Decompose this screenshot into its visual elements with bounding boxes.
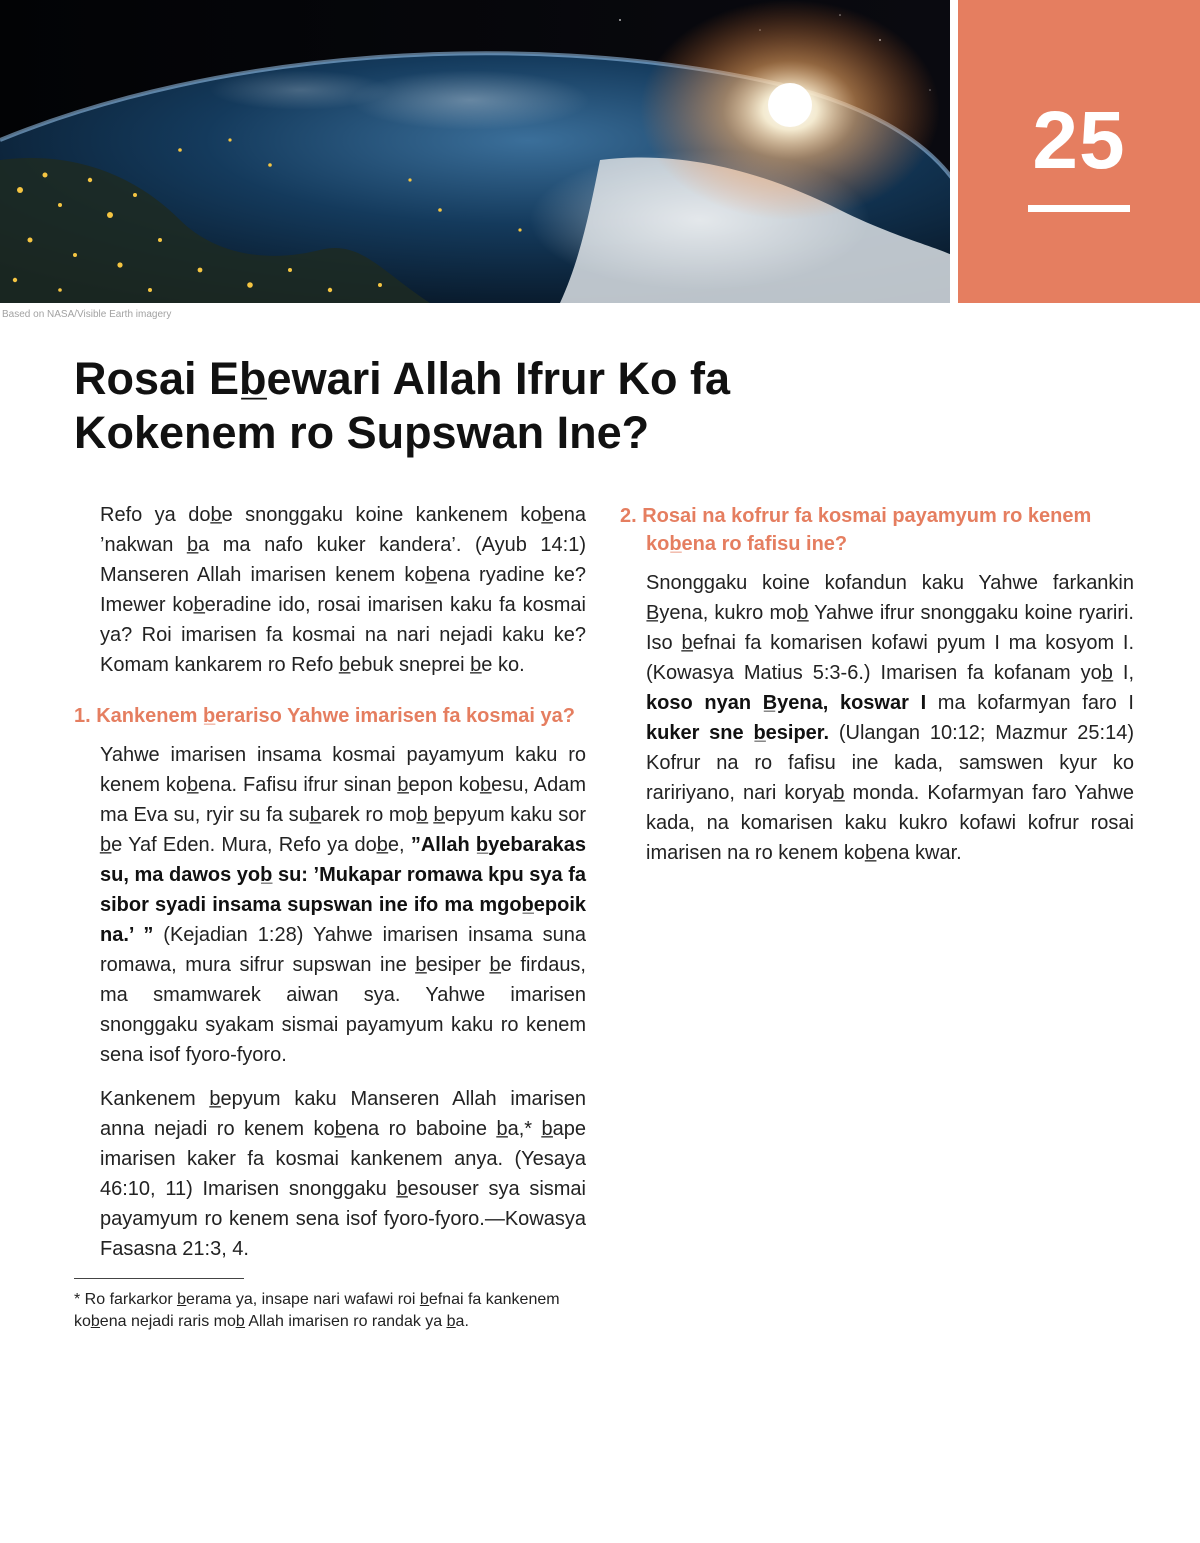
earth-from-space-image [0,0,950,303]
intro-paragraph: Refo ya dob̲e snonggaku koine kankenem kob̲ena ’nakwan b̲a ma nafo kuker kandera’. (Ayub 14:1) Manseren Allah imarisen kenem kob̲ena ryadine ke? Imewer kob̲eradine ido, rosai imarisen kaku fa kosmai ya? Roi imarisen fa kosmai na nari nejadi kaku ke? Komam kankarem ro Refo b̲ebuk sneprei b̲e ko. [100,504,586,676]
section-1-p1-text: Yahwe imarisen insama kosmai payamyum kaku ro kenem kob̲ena. Fafisu ifrur sinan b̲epon kob̲esu, Adam ma Eva su, ryir su fa sub̲arek ro mob̲ b̲epyum kaku sor b̲e Yaf Eden. Mura, Refo ya dob̲e, [100,744,586,856]
section-1-paragraph-1 [100,740,586,1070]
section-2-p1-bold-2: kuker sne b̲esiper. [646,722,830,744]
section-1-paragraph-2: Kankenem b̲epyum kaku Manseren Allah imarisen anna nejadi ro kenem kob̲ena ro baboine b̲a,* b̲ape imarisen kaker fa kosmai kankenem anya. (Yesaya 46:10, 11) Imarisen snonggaku b̲esouser sya sismai payamyum ro kenem sena isof fyoro-fyoro.—Kowasya Fasasna 21:3, 4. [100,1088,586,1260]
page-title-line-2: Kokenem ro Supswan Ine? [74,407,650,458]
section-2-p1-bold-1: koso nyan B̲yena, koswar I [646,692,927,714]
section-2-p1-text-2: ma kofarmyan faro I [926,692,1134,714]
section-2-p1-text-3: (Ulangan 10:12; Mazmur 25:14) Kofrur na ro fafisu ine kada, samswen kyur ko raririyano, nari koryab̲ monda. Kofarmyan faro Yahwe kada, na komarisen kaku kukro kofawi kofrur rosai imarisen na ro kenem kob̲ena kwar. [646,722,1134,864]
section-1-p1-scripture-quote: ”Allah b̲yebarakas su, ma dawos yob̲ su: ’Mukapar romawa kpu sya fa sibor syadi insama supswan ine ifo ma mgob̲epoik na.’ ” [100,834,587,946]
section-1-p1-text-end: (Kejadian 1:28) Yahwe imarisen insama suna romawa, mura sifrur supswan ine b̲esiper b̲e firdaus, ma smamwarek aiwan sya. Yahwe imarisen snonggaku syakam sismai payamyum kaku ro kenem sena isof fyoro-fyoro. [100,924,586,1066]
page-title-line-1: Rosai Eb̲ewari Allah Ifrur Ko fa [74,353,730,404]
section-2-p1-text-1: Snonggaku koine kofandun kaku Yahwe farkankin B̲yena, kukro mob̲ Yahwe ifrur snonggaku koine ryariri. Iso b̲efnai fa komarisen kofawi pyum I ma kosyom I. (Kowasya Matius 5:3-6.) Imarisen fa kofanam yob̲ I, [646,572,1134,684]
lesson-number-underline [1028,205,1130,212]
page-title [74,352,934,460]
section-2-paragraph-1 [646,568,1134,868]
question-2-heading: 2. Rosai na kofrur fa kosmai payamyum ro kenem kob̲ena ro fafisu ine? [620,505,1092,555]
footnote: * Ro farkarkor b̲erama ya, insape nari wafawi roi b̲efnai fa kankenem kob̲ena nejadi raris mob̲ Allah imarisen ro randak ya b̲a. [74,1291,560,1330]
lesson-number-box [958,0,1200,303]
image-credit: Based on NASA/Visible Earth imagery [2,309,172,320]
right-column [620,500,1134,882]
left-column [74,500,586,1333]
question-1-heading: 1. Kankenem b̲erariso Yahwe imarisen fa kosmai ya? [74,705,575,727]
lesson-number: 25 [1032,95,1126,186]
footnote-divider [74,1278,244,1279]
